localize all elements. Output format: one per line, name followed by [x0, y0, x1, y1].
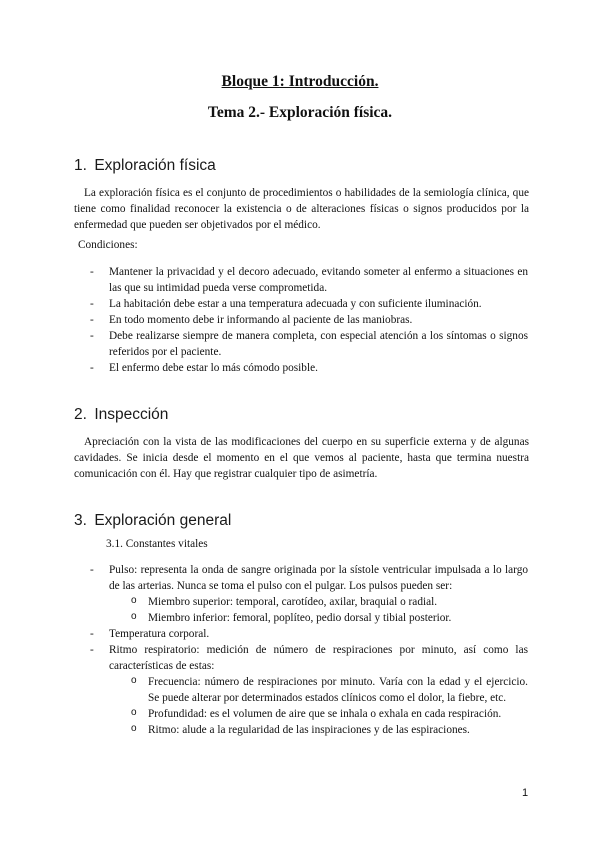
sublist-item: o Miembro inferior: femoral, poplíteo, pedio dorsal y tibial posterior. — [131, 610, 528, 626]
section-2-title: Inspección — [94, 406, 169, 423]
list-item: - Debe realizarse siempre de manera completa, con especial atención a los síntomas o signos referidos por el paciente. — [88, 328, 528, 360]
section-2-number: 2. — [74, 406, 87, 423]
section-3-number: 3. — [74, 512, 87, 529]
section-3-heading — [74, 512, 231, 530]
pulso-text: Pulso: representa la onda de sangre originada por la sístole ventricular impulsada a lo largo de las arterias. Nunca se toma el pulso con el pulgar. Los pulsos pueden ser: — [109, 564, 528, 592]
list-item: - En todo momento debe ir informando al paciente de las maniobras. — [88, 312, 528, 328]
conditions-list — [88, 264, 528, 376]
list-item: - Temperatura corporal. — [88, 626, 528, 642]
section-3-title: Exploración general — [94, 512, 232, 529]
list-item: - Mantener la privacidad y el decoro adecuado, evitando someter al enfermo a situaciones en las que su intimidad pueda verse comprometida. — [88, 264, 528, 296]
section-2-heading — [74, 406, 168, 424]
document-subtitle: Tema 2.- Exploración física. — [207, 104, 393, 121]
section-1-number: 1. — [74, 157, 87, 174]
page-number: 1 — [522, 787, 529, 799]
sublist-item: o Frecuencia: número de respiraciones por minuto. Varía con la edad y el ejercicio. Se puede alterar por determinados estados clínicos como el dolor, la fiebre, etc. — [131, 674, 528, 706]
sublist-item: o Ritmo: alude a la regularidad de las inspiraciones y de las espiraciones. — [131, 722, 528, 738]
list-item: - El enfermo debe estar lo más cómodo posible. — [88, 360, 528, 376]
section-1-title: Exploración física — [94, 157, 216, 174]
sublist-item: o Profundidad: es el volumen de aire que se inhala o exhala en cada respiración. — [131, 706, 528, 722]
ritmo-text: Ritmo respiratorio: medición de número de respiraciones por minuto, así como las características de estas: — [109, 644, 528, 672]
sublist-item: o Miembro superior: temporal, carotídeo, axilar, braquial o radial. — [131, 594, 528, 610]
section-1-heading — [74, 157, 216, 175]
section-1-paragraph: La exploración física es el conjunto de procedimientos o habilidades de la semiología clínica, que tiene como finalidad reconocer la existencia o de alteraciones físicas o signos producidos por la enfermedad que pueden ser objetivados por el médico. — [74, 187, 529, 231]
pulso-sublist — [109, 594, 528, 626]
vital-signs-list — [88, 562, 528, 738]
subsection-3-1-title: 3.1. Constantes vitales — [106, 538, 208, 550]
document-title: Bloque 1: Introducción. — [221, 73, 379, 90]
list-item — [88, 562, 528, 626]
conditions-label: Condiciones: — [78, 239, 138, 251]
section-2-paragraph: Apreciación con la vista de las modificaciones del cuerpo en su superficie externa y de algunas cavidades. Se inicia desde el momento en el que vemos al paciente, hasta que termina nuestra comunicación con él. Hay que registrar cualquier tipo de asimetría. — [74, 436, 529, 480]
ritmo-sublist — [109, 674, 528, 738]
list-item: - La habitación debe estar a una temperatura adecuada y con suficiente iluminación. — [88, 296, 528, 312]
list-item — [88, 642, 528, 738]
